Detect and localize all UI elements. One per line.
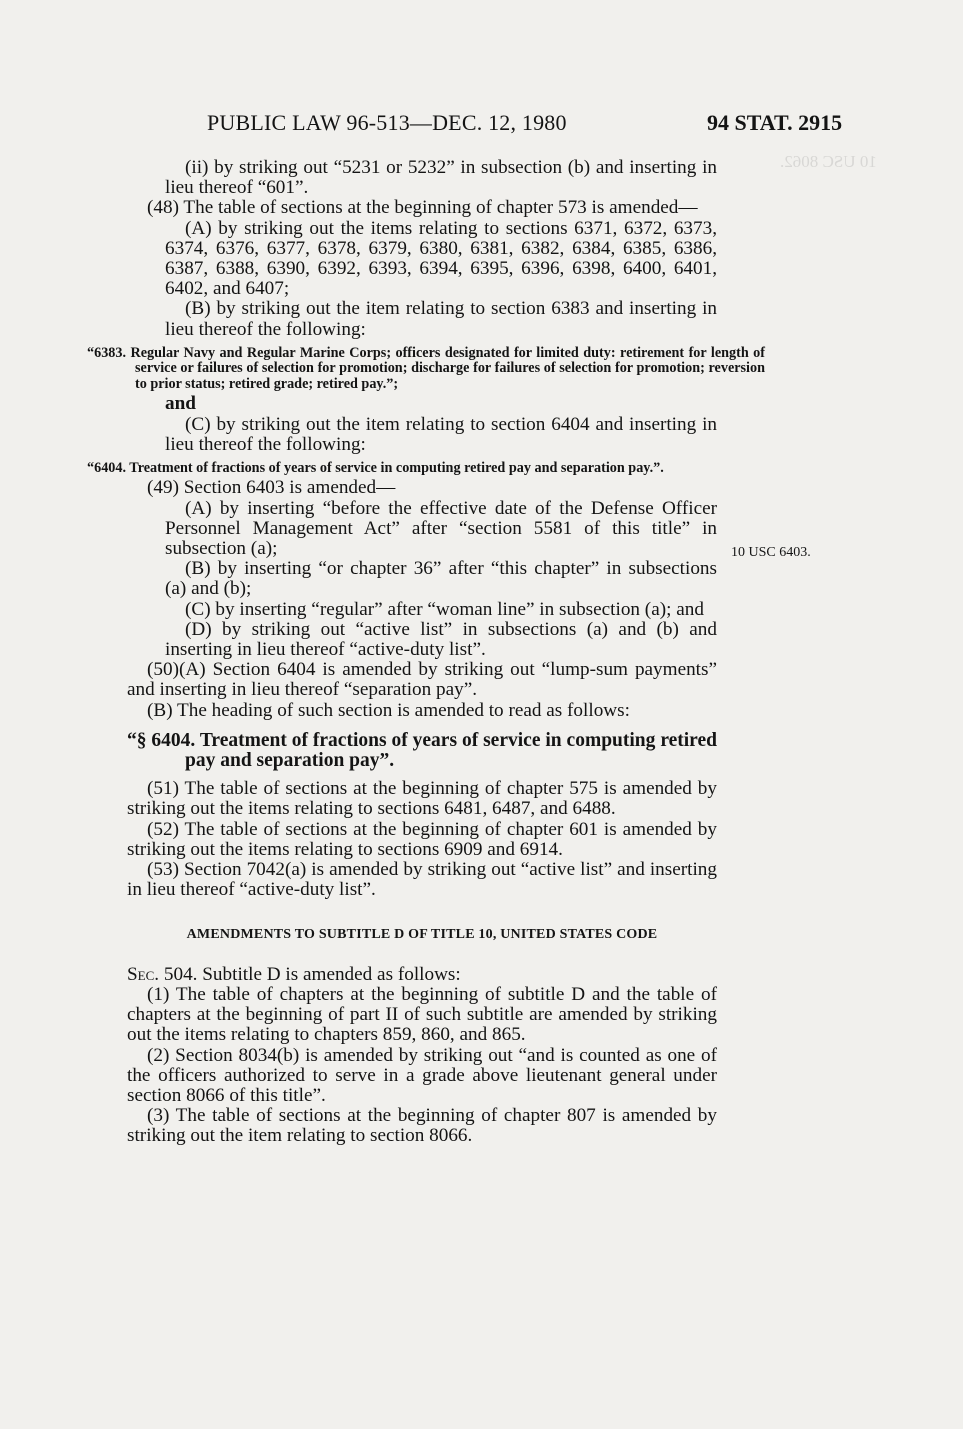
page-header-law: PUBLIC LAW 96-513—DEC. 12, 1980 [207, 110, 567, 135]
document-body [87, 157, 765, 1147]
section-504-intro [127, 965, 717, 985]
paragraph: (B) by striking out the item relating to section 6383 and inserting in lieu thereof the following: [165, 298, 717, 340]
paragraph: (50)(A) Section 6404 is amended by striking out “lump-sum payments” and inserting in lieu thereof “separation pay”. [127, 659, 717, 701]
paragraph: (3) The table of sections at the beginning of chapter 807 is amended by striking out the item relating to section 8066. [127, 1105, 717, 1147]
paragraph: (53) Section 7042(a) is amended by striking out “active list” and inserting in lieu thereof “active-duty list”. [127, 859, 717, 901]
section-heading-6404: “§ 6404. Treatment of fractions of years of service in computing retired pay and separation pay”. [127, 729, 717, 772]
paragraph: (B) The heading of such section is amended to read as follows: [147, 699, 630, 721]
paragraph: (C) by inserting “regular” after “woman line” in subsection (a); and [185, 598, 704, 620]
paragraph: (C) by striking out the item relating to section 6404 and inserting in lieu thereof the following: [165, 413, 717, 455]
bleed-through-text: 10 USC 8062. [780, 152, 877, 171]
paragraph: (D) by striking out “active list” in subsections (a) and (b) and inserting in lieu thereof “active-duty list”. [165, 618, 717, 661]
paragraph: (ii) by striking out “5231 or 5232” in subsection (b) and inserting in lieu thereof “601”. [165, 157, 717, 199]
paragraph: (A) by striking out the items relating to sections 6371, 6372, 6373, 6374, 6376, 6377, 6378, 6379, 6380, 6381, 6382, 6384, 6385, 6386, 6387, 6388, 6390, 6392, 6393, 6394, 6395, 6396, 6398, 6400, 6401, 6402, and 6407; [165, 217, 717, 300]
margin-citation: 10 USC 6403. [731, 545, 811, 560]
paragraph: (A) by inserting “before the effective date of the Defense Officer Personnel Management Act” after “section 5581 of this title” in subsection (a); [165, 497, 717, 560]
paragraph: (49) Section 6403 is amended— [147, 477, 396, 499]
section-intro-text: Subtitle D is amended as follows: [197, 963, 461, 985]
paragraph: (2) Section 8034(b) is amended by striking out “and is counted as one of the officers authorized to serve in a grade above lieutenant general under section 8066 of this title”. [127, 1044, 717, 1106]
table-item-6404: “6404. Treatment of fractions of years of service in computing retired pay and separation pay.”. [87, 459, 664, 476]
section-label: Sec. 504. [127, 963, 198, 985]
page-header-stat: 94 STAT. 2915 [707, 110, 843, 135]
subtitle-heading: AMENDMENTS TO SUBTITLE D OF TITLE 10, UNITED STATES CODE [186, 926, 658, 942]
paragraph: (52) The table of sections at the beginning of chapter 601 is amended by striking out the items relating to sections 6909 and 6914. [127, 818, 717, 860]
paragraph: (1) The table of chapters at the beginning of subtitle D and the table of chapters at the beginning of part II of such subtitle are amended by striking out the items relating to chapters 859, 860, and 865. [127, 983, 717, 1046]
conjunction: and [165, 393, 196, 415]
table-item-6383: “6383. Regular Navy and Regular Marine Corps; officers designated for limited duty: retirement for length of service or failures of selection for promotion; discharge for failures of selection for promotion; reversion to prior status; retired grade; retired pay.”; [87, 344, 765, 392]
paragraph: (48) The table of sections at the beginning of chapter 573 is amended— [147, 197, 698, 219]
paragraph: (B) by inserting “or chapter 36” after “this chapter” in subsections (a) and (b); [165, 558, 717, 600]
paragraph: (51) The table of sections at the beginning of chapter 575 is amended by striking out the items relating to sections 6481, 6487, and 6488. [127, 778, 717, 820]
